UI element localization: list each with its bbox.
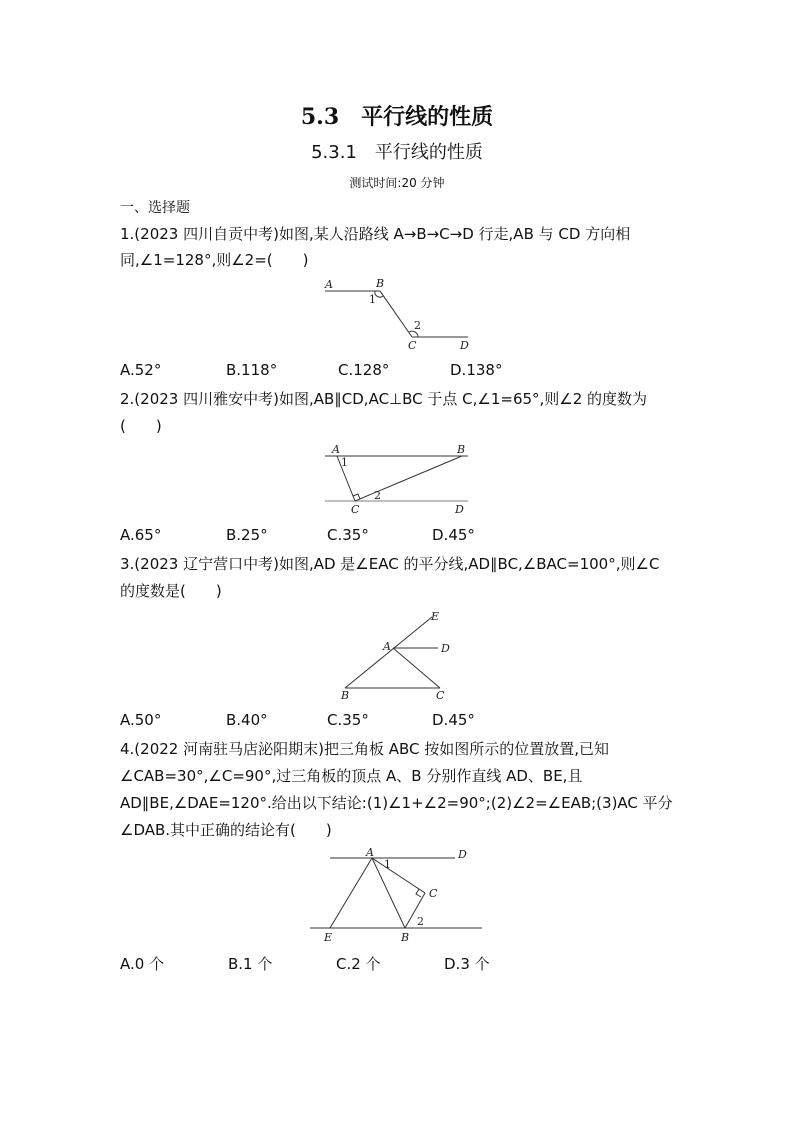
- figure-4: [310, 858, 482, 928]
- question-4-line-2: ∠CAB=30°,∠C=90°,过三角板的顶点 A、B 分别作直线 AD、BE,且: [120, 767, 583, 785]
- q2-option-b[interactable]: B.25°: [226, 526, 268, 544]
- fig2-label-2: 2: [374, 489, 381, 502]
- question-2-line-1: 2.(2023 四川雅安中考)如图,AB∥CD,AC⊥BC 于点 C,∠1=65°,则∠2 的度数为: [120, 390, 648, 408]
- q3-option-b[interactable]: B.40°: [226, 711, 268, 729]
- fig4-label-e: E: [324, 931, 333, 944]
- question-2-line-2: ( ): [120, 417, 162, 435]
- question-1-line-1: 1.(2023 四川自贡中考)如图,某人沿路线 A→B→C→D 行走,AB 与 CD 方向相: [120, 225, 631, 243]
- q1-option-d[interactable]: D.138°: [450, 361, 503, 379]
- q4-option-a[interactable]: A.0 个: [120, 955, 165, 973]
- figure-1: [325, 291, 468, 337]
- q1-option-c[interactable]: C.128°: [338, 361, 390, 379]
- question-3-line-1: 3.(2023 辽宁营口中考)如图,AD 是∠EAC 的平分线,AD∥BC,∠BAC=100°,则∠C: [120, 555, 660, 573]
- q2-option-c[interactable]: C.35°: [327, 526, 369, 544]
- page-subtitle: 5.3.1 平行线的性质: [311, 142, 483, 163]
- fig3-label-d: D: [441, 642, 450, 655]
- fig3-label-c: C: [436, 689, 445, 702]
- q4-option-b[interactable]: B.1 个: [228, 955, 273, 973]
- q3-option-c[interactable]: C.35°: [327, 711, 369, 729]
- fig4-label-a: A: [366, 846, 374, 859]
- q3-option-d[interactable]: D.45°: [432, 711, 475, 729]
- fig3-label-e: E: [431, 610, 440, 623]
- q4-option-c[interactable]: C.2 个: [336, 955, 381, 973]
- fig4-label-b: B: [401, 931, 410, 944]
- fig1-label-c: C: [408, 339, 417, 352]
- q2-option-d[interactable]: D.45°: [432, 526, 475, 544]
- question-3-line-2: 的度数是( ): [120, 582, 222, 600]
- question-4-line-3: AD∥BE,∠DAE=120°.给出以下结论:(1)∠1+∠2=90°;(2)∠2=∠EAB;(3)AC 平分: [120, 794, 673, 812]
- fig1-label-1: 1: [369, 293, 376, 306]
- fig4-label-c: C: [429, 887, 438, 900]
- question-4-line-1: 4.(2022 河南驻马店泌阳期末)把三角板 ABC 按如图所示的位置放置,已知: [120, 740, 610, 758]
- q1-option-b[interactable]: B.118°: [226, 361, 278, 379]
- fig3-label-a: A: [383, 640, 391, 653]
- question-4-line-4: ∠DAB.其中正确的结论有( ): [120, 821, 332, 839]
- fig1-label-a: A: [325, 278, 333, 291]
- fig2-label-d: D: [455, 503, 464, 516]
- q3-option-a[interactable]: A.50°: [120, 711, 162, 729]
- fig4-label-d: D: [458, 848, 467, 861]
- fig1-label-2: 2: [414, 319, 421, 332]
- fig1-label-d: D: [460, 339, 469, 352]
- fig4-label-1: 1: [384, 858, 391, 871]
- q4-option-d[interactable]: D.3 个: [444, 955, 490, 973]
- page-title: 5.3 平行线的性质: [300, 104, 494, 130]
- section-heading: 一、选择题: [120, 200, 190, 216]
- fig2-label-1: 1: [341, 456, 348, 469]
- fig2-label-c: C: [351, 503, 360, 516]
- fig3-label-b: B: [341, 689, 350, 702]
- question-1-line-2: 同,∠1=128°,则∠2=( ): [120, 251, 309, 269]
- test-time: 测试时间:20 分钟: [349, 176, 445, 190]
- fig4-label-2: 2: [417, 915, 424, 928]
- q2-option-a[interactable]: A.65°: [120, 526, 162, 544]
- figure-3: [345, 617, 440, 688]
- fig1-label-b: B: [376, 277, 385, 290]
- q1-option-a[interactable]: A.52°: [120, 361, 162, 379]
- fig2-label-b: B: [457, 443, 466, 456]
- fig2-label-a: A: [332, 443, 340, 456]
